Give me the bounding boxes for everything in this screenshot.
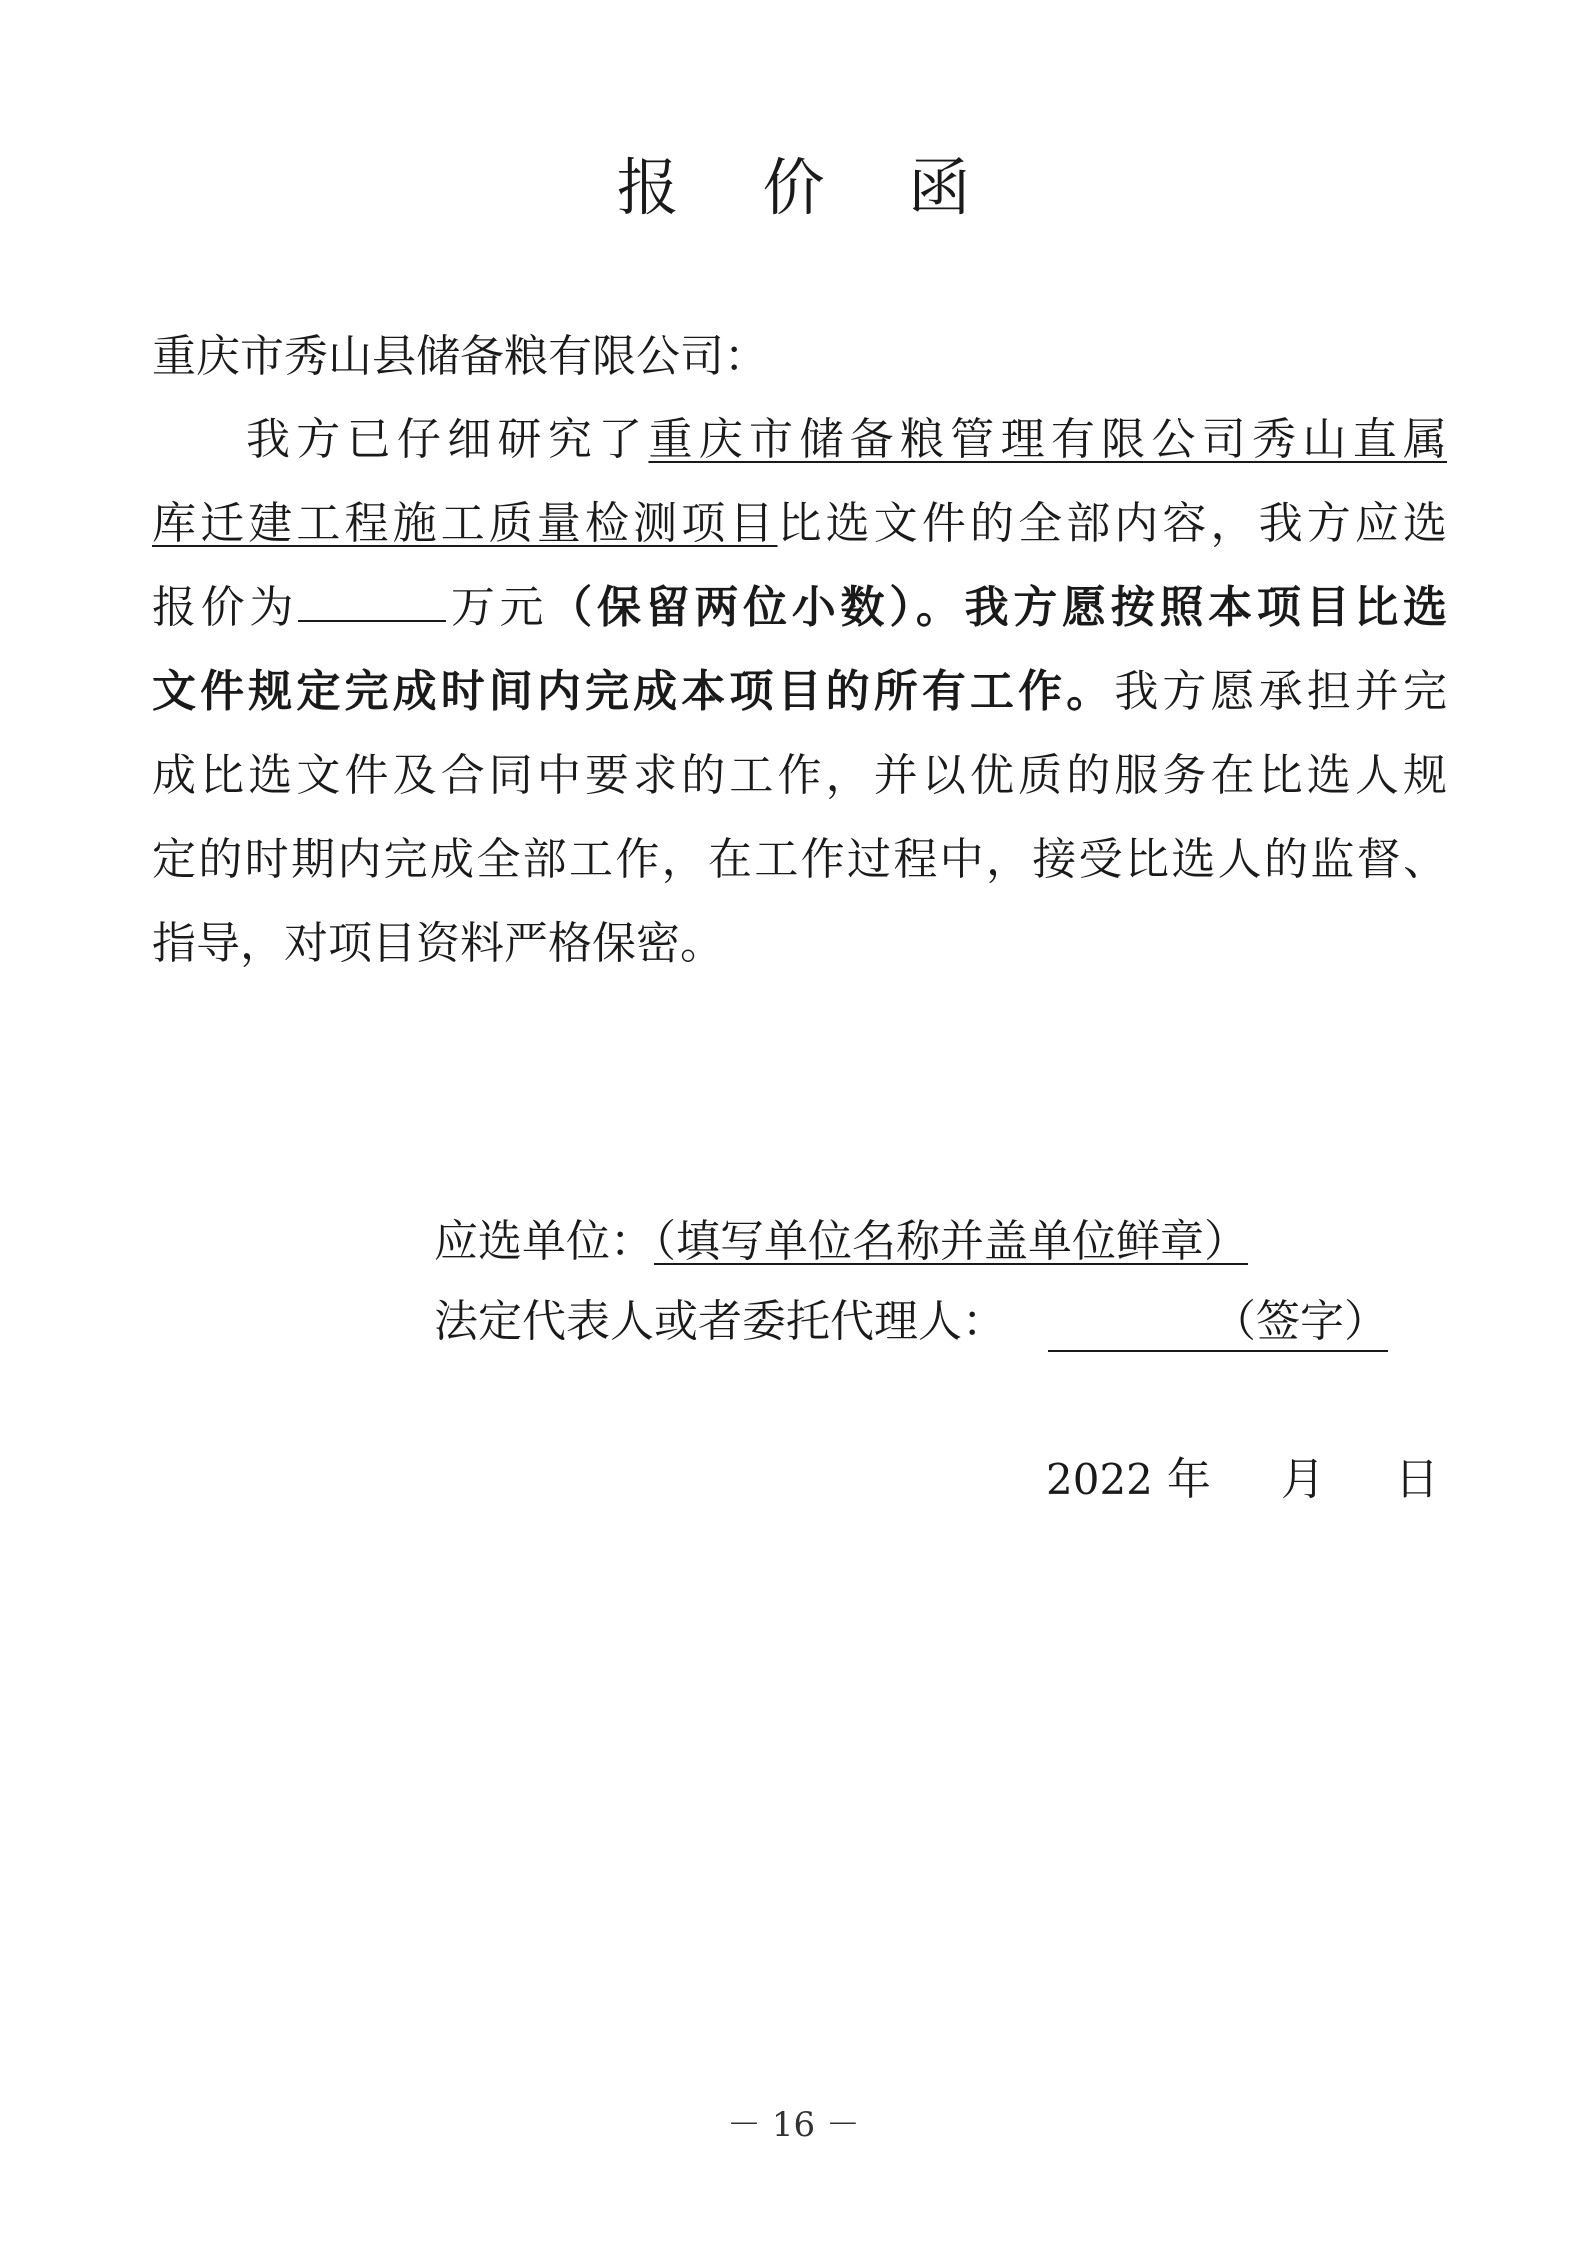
date-line — [1046, 1448, 1439, 1512]
bidder-unit-label: 应选单位： — [434, 1216, 654, 1267]
quote-paragraph — [152, 408, 1447, 996]
paragraph-line-3 — [152, 576, 1447, 660]
price-label: 报价为 — [152, 582, 299, 633]
date-year: 2022 — [1046, 1455, 1153, 1504]
bidder-unit-field[interactable]: （填写单位名称并盖单位鲜章） — [654, 1216, 1248, 1267]
paragraph-text: 定的时期内完成全部工作，在工作过程中，接受比选人的监督、 — [152, 834, 1447, 885]
representative-label: 法定代表人或者委托代理人： — [434, 1296, 1006, 1347]
paragraph-text: 比选文件的全部内容，我方应选 — [777, 498, 1447, 549]
representative-row — [434, 1290, 1388, 1354]
price-blank[interactable] — [298, 580, 446, 622]
bold-text: 文件规定完成时间内完成本项目的所有工作。 — [152, 666, 1115, 717]
project-name-part-2: 库迁建工程施工质量检测项目 — [152, 498, 778, 549]
paragraph-line-1 — [152, 408, 1447, 492]
bold-text: （保留两位小数）。我方愿按照本项目比选 — [548, 582, 1447, 633]
paragraph-line-5 — [152, 744, 1447, 828]
paragraph-text: 指导，对项目资料严格保密。 — [152, 918, 724, 969]
page-number: － 16 － — [727, 2105, 860, 2145]
document-title: 报 价 函 — [616, 151, 1003, 224]
price-unit: 万元 — [446, 582, 549, 633]
signature-field[interactable]: （签字） — [1048, 1294, 1388, 1352]
date-year-unit: 年 — [1166, 1454, 1211, 1505]
paragraph-text: 成比选文件及合同中要求的工作，并以优质的服务在比选人规 — [152, 750, 1447, 801]
addressee: 重庆市秀山县储备粮有限公司： — [152, 331, 768, 382]
paragraph-line-2 — [152, 492, 1447, 576]
paragraph-text: 我方已仔细研究了 — [246, 414, 649, 465]
paragraph-line-4 — [152, 660, 1447, 744]
project-name-part-1: 重庆市储备粮管理有限公司秀山直属 — [648, 414, 1448, 465]
paragraph-line-7 — [152, 912, 1447, 996]
date-month-unit: 月 — [1280, 1454, 1325, 1505]
date-day-unit: 日 — [1394, 1454, 1439, 1505]
bidder-unit-row — [434, 1210, 1248, 1274]
paragraph-line-6 — [152, 828, 1447, 912]
paragraph-text: 我方愿承担并完 — [1114, 666, 1448, 717]
